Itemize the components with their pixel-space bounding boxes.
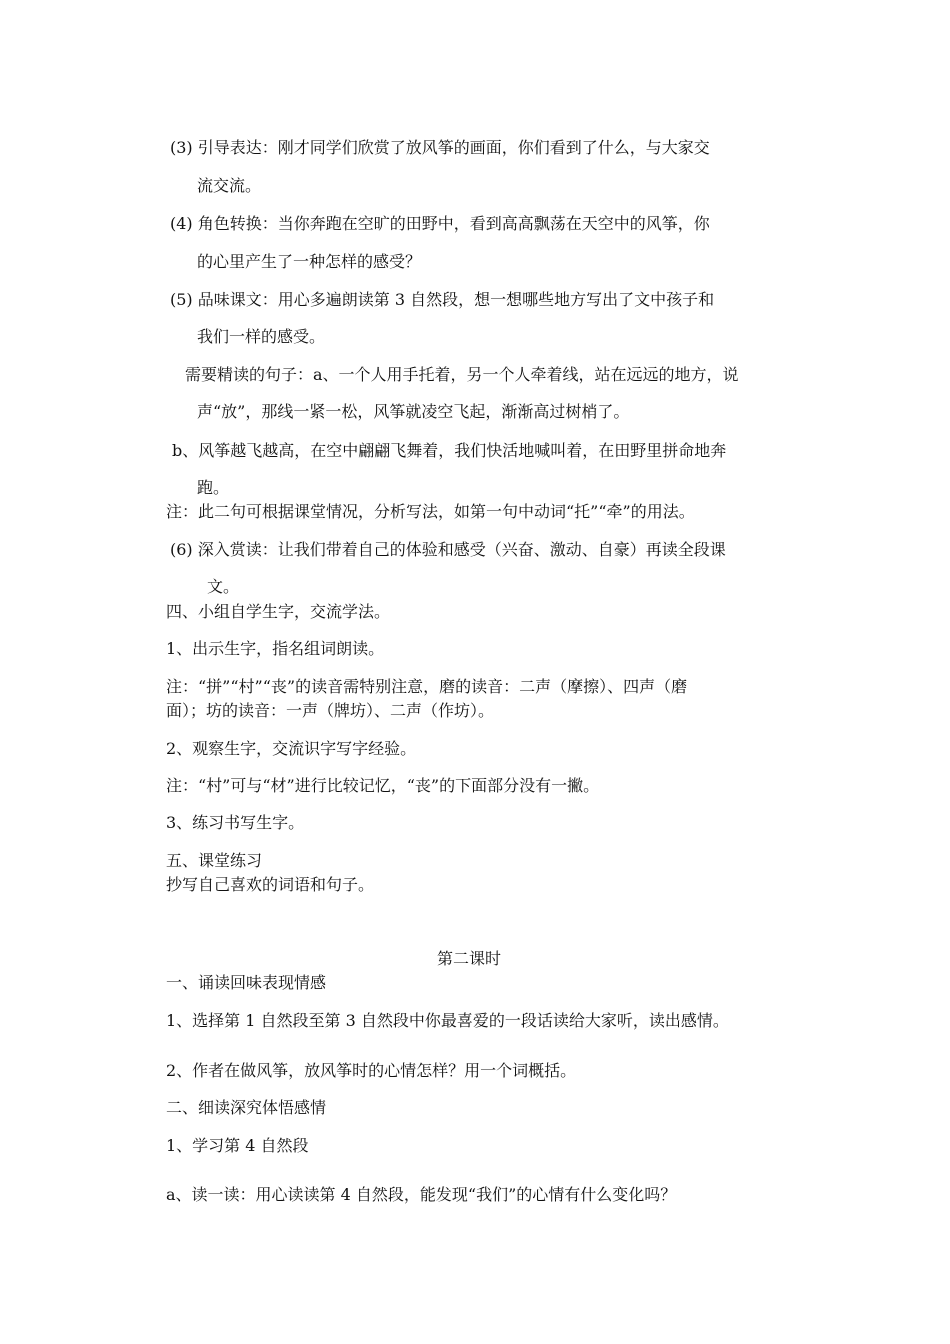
step-1: 1、出示生字，指名组词朗读。 <box>166 639 385 658</box>
note-2-line-2: 面）；坊的读音：一声（牌坊）、二声（作坊）。 <box>166 701 495 720</box>
lesson-2-section-1-heading: 一、诵读回味表现情感 <box>166 973 327 992</box>
note-3: 注：“村”可与“材”进行比较记忆，“丧”的下面部分没有一撇。 <box>166 776 600 795</box>
item-5-line-1: (5) 品味课文：用心多遍朗读第 3 自然段，想一想哪些地方写出了文中孩子和 <box>170 290 715 309</box>
item-3-line-1: (3) 引导表达：刚才同学们欣赏了放风筝的画面，你们看到了什么，与大家交 <box>170 138 710 157</box>
item-6-line-2: 文。 <box>207 577 240 596</box>
lesson-2-step-1: 1、选择第 1 自然段至第 3 自然段中你最喜爱的一段话读给大家听，读出感情。 <box>166 1011 729 1030</box>
note-1: 注：此二句可根据课堂情况，分析写法，如第一句中动词“托”“牵”的用法。 <box>166 502 695 521</box>
key-sentence-b-line-2: 跑。 <box>197 478 230 497</box>
lesson-2-step-3: 1、学习第 4 自然段 <box>166 1136 309 1155</box>
note-2-line-1: 注：“拼”“村”“丧”的读音需特别注意，磨的读音：二声（摩擦）、四声（磨 <box>166 677 688 696</box>
step-3: 3、练习书写生字。 <box>166 813 305 832</box>
lesson-2-section-2-heading: 二、细读深究体悟感情 <box>166 1098 327 1117</box>
key-sentence-a-line-2: 声“放”，那线一紧一松，风筝就凌空飞起，渐渐高过树梢了。 <box>197 402 630 421</box>
key-sentence-a-line-1: 需要精读的句子：a、一个人用手托着，另一个人牵着线，站在远远的地方，说 <box>185 365 739 384</box>
item-4-line-1: (4) 角色转换：当你奔跑在空旷的田野中，看到高高飘荡在天空中的风筝，你 <box>170 214 710 233</box>
key-sentence-b-line-1: b、风筝越飞越高，在空中翩翩飞舞着，我们快活地喊叫着，在田野里拼命地奔 <box>172 441 727 460</box>
lesson-2-title: 第二课时 <box>437 949 502 968</box>
exercise-text: 抄写自己喜欢的词语和句子。 <box>166 875 375 894</box>
item-4-line-2: 的心里产生了一种怎样的感受？ <box>197 252 422 271</box>
section-5-heading: 五、课堂练习 <box>166 851 263 870</box>
item-3-line-2: 流交流。 <box>197 176 262 195</box>
step-2: 2、观察生字，交流识字写字经验。 <box>166 739 417 758</box>
item-5-line-2: 我们一样的感受。 <box>197 327 326 346</box>
lesson-2-step-2: 2、作者在做风筝，放风筝时的心情怎样？用一个词概括。 <box>166 1061 577 1080</box>
item-6-line-1: (6) 深入赏读：让我们带着自己的体验和感受（兴奋、激动、自豪）再读全段课 <box>170 540 726 559</box>
section-4-heading: 四、小组自学生字，交流学法。 <box>166 602 391 621</box>
lesson-2-sub-a: a、读一读：用心读读第 4 自然段，能发现“我们”的心情有什么变化吗？ <box>166 1185 677 1204</box>
